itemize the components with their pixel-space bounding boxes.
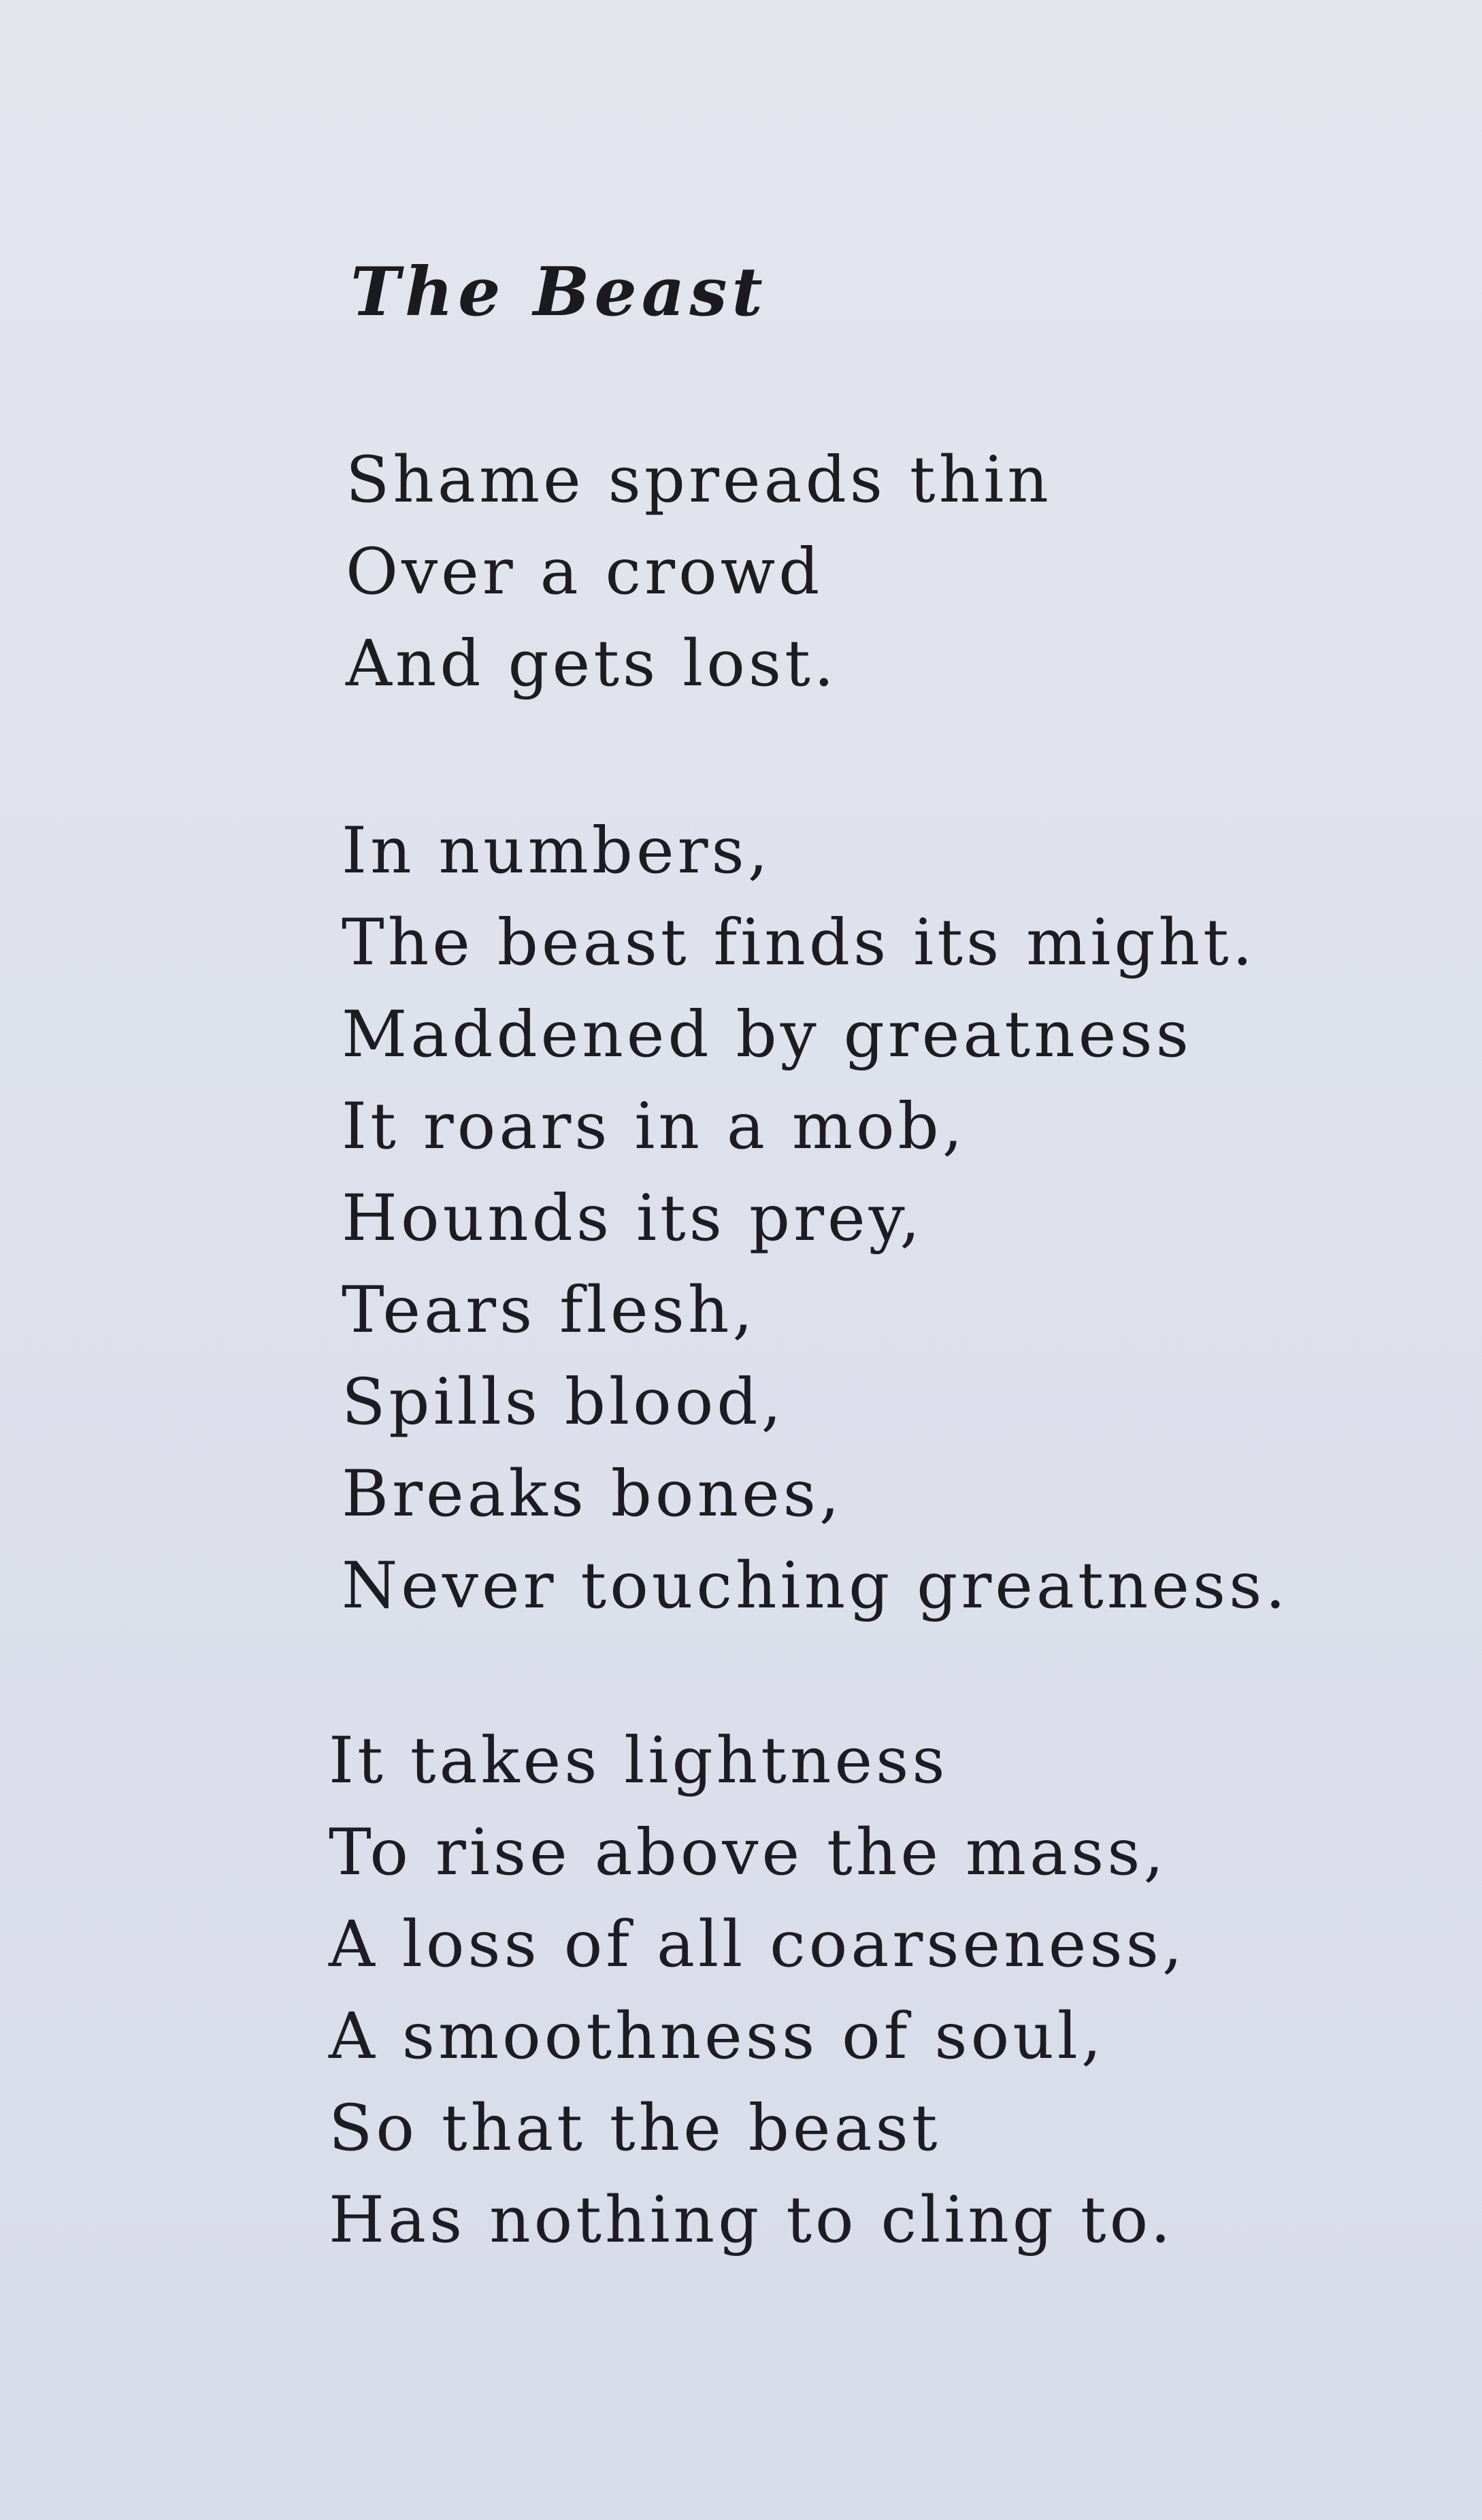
poem-line: Never touching greatness. [342,1549,1289,1623]
poem-line: A loss of all coarseness, [329,1908,1186,1982]
poem-line: In numbers, [342,814,772,888]
poem-line: A smoothness of soul, [329,1999,1105,2074]
poem-line: Breaks bones, [342,1457,843,1531]
poem-line: Has nothing to cling to. [329,2183,1174,2257]
poem-line: It takes lightness [329,1724,949,1798]
stanza-1 [346,434,1052,710]
poem-line: To rise above the mass, [329,1816,1168,1890]
poem-line: Spills blood, [342,1365,785,1439]
poem-line: Maddened by greatness [342,998,1192,1072]
poem-line: Tears flesh, [342,1273,757,1347]
poem-line: It roars in a mob, [342,1090,966,1164]
stanza-2 [342,805,1289,1632]
poem-line: Hounds its prey, [342,1181,924,1256]
poem-line: The beast finds its might. [342,906,1256,980]
poem-title: The Beast [350,253,768,331]
poem-line: And gets lost. [346,627,838,701]
poem-line: Shame spreads thin [346,443,1052,517]
poem-line: So that the beast [329,2091,941,2165]
poem-line: Over a crowd [346,535,823,609]
stanza-3 [329,1715,1186,2266]
